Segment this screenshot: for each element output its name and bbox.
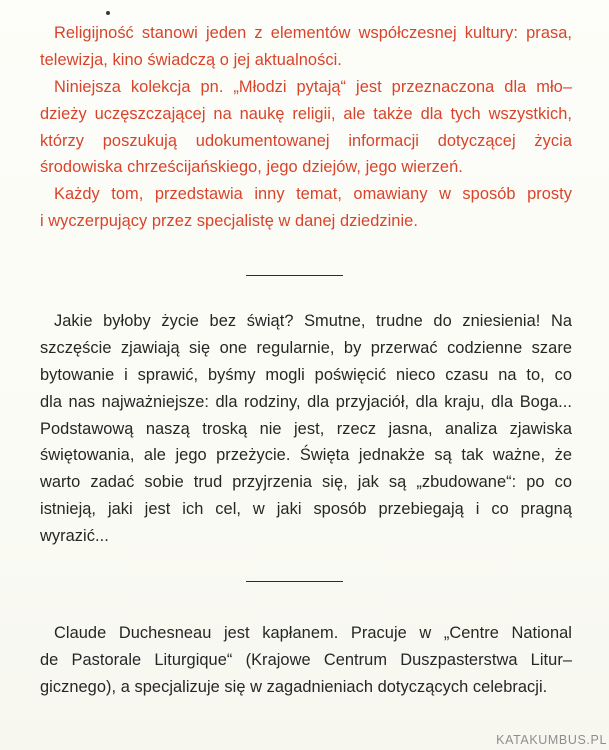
watermark: KATAKUMBUS.PL	[496, 733, 607, 747]
intro-line: Każdy tom, przedstawia inny temat, omawiany w sposób prosty	[54, 185, 572, 204]
author-line: Claude Duchesneau jest kapłanem. Pracuje w „Centre National	[54, 624, 572, 642]
author-line: gicznego), a specjalizuje się w zagadnieniach dotyczących celebracji.	[40, 677, 548, 696]
author-line: de Pastorale Liturgique“ (Krajowe Centrum Duszpasterstwa Litur–	[40, 650, 572, 669]
intro-line: którzy poszukują udokumentowanej informacji dotyczącej życia	[40, 131, 572, 150]
section-divider	[246, 275, 343, 276]
description-line: wyrazić...	[40, 527, 109, 546]
series-intro-paragraph	[40, 20, 572, 235]
description-line: dla nas najważniejsze: dla rodziny, dla przyjaciół, dla kraju, dla Boga...	[40, 392, 572, 411]
intro-line: telewizja, kino świadczą o jej aktualności.	[40, 50, 342, 69]
section-divider	[246, 581, 343, 582]
description-line: świętowania, ale jego przeżycie. Święta jednakże są tak ważne, że	[40, 446, 572, 465]
intro-line: środowiska chrześcijańskiego, jego dziejów, jego wierzeń.	[40, 158, 463, 177]
intro-line: Niniejsza kolekcja pn. „Młodzi pytają“ jest przeznaczona dla mło–	[54, 77, 572, 96]
description-line: warto zadać sobie trud przyjrzenia się, jak są „zbudowane“: po co	[40, 473, 572, 492]
author-bio-paragraph	[40, 620, 572, 701]
description-line: bytowanie i sprawić, byśmy mogli poświęcić nieco czasu na to, co	[40, 365, 572, 384]
ink-dot	[106, 11, 110, 15]
book-description-paragraph	[40, 308, 572, 550]
intro-line: i wyczerpujący przez specjalistę w danej dziedzinie.	[40, 212, 418, 231]
description-line: szczęście zjawiają się one regularnie, by przerwać codzienne szare	[40, 338, 572, 357]
description-line: Jakie byłoby życie bez świąt? Smutne, trudne do zniesienia! Na	[54, 312, 572, 330]
description-line: Podstawową naszą troską nie jest, rzecz jasna, analiza zjawiska	[40, 419, 572, 438]
intro-line: Religijność stanowi jeden z elementów współczesnej kultury: prasa,	[54, 24, 572, 42]
intro-line: dzieży uczęszczającej na naukę religii, ale także dla tych wszystkich,	[40, 104, 572, 123]
description-line: istnieją, jaki jest ich cel, w jaki sposób przebiegają i co pragną	[40, 500, 572, 519]
